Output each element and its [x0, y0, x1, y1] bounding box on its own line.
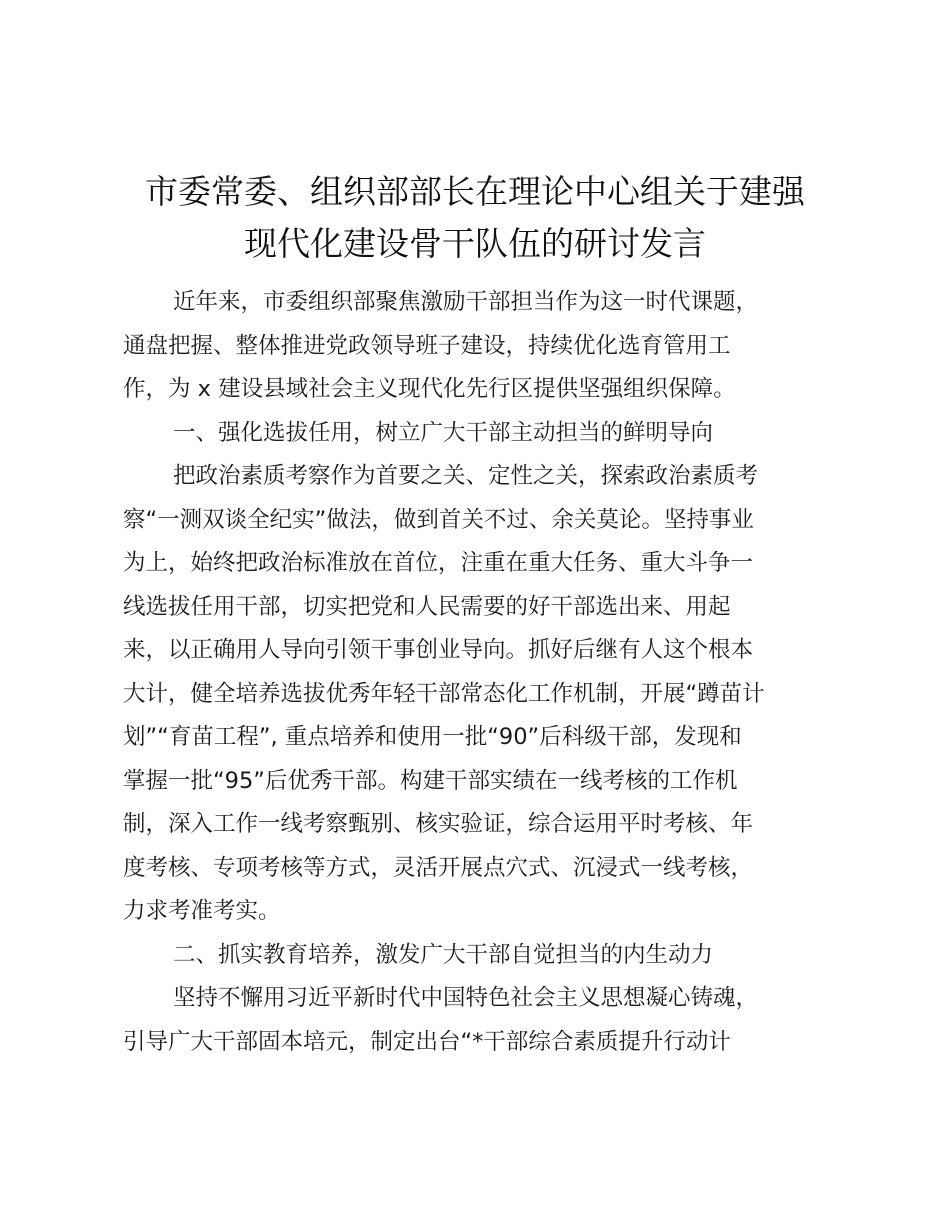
body-line: 为上，始终把政治标准放在首位，注重在重大任务、重大斗争一	[123, 550, 754, 576]
body-line: 坚持不懈用习近平新时代中国特色社会主义思想凝心铸魂，	[173, 985, 759, 1011]
document-title	[120, 166, 830, 270]
body-line: 大计，健全培养选拔优秀年轻干部常态化工作机制，开展“蹲苗计	[123, 680, 765, 707]
body-line: 把政治素质考察作为首要之关、定性之关，探索政治素质考	[173, 463, 759, 489]
body-line: 作，为 x 建设县域社会主义现代化先行区提供坚强组织保障。	[123, 376, 736, 402]
body-line: 力求考准考实。	[123, 898, 281, 924]
section-heading-1: 一、强化选拔任用，树立广大干部主动担当的鲜明导向	[173, 419, 714, 446]
body-line: 来，以正确用人导向引领干事创业导向。抓好后继有人这个根本	[123, 637, 754, 663]
title-line-2: 现代化建设骨干队伍的研讨发言	[244, 224, 706, 263]
body-line: 近年来，市委组织部聚焦激励干部担当作为这一时代课题，	[173, 289, 759, 315]
body-line: 引导广大干部固本培元，制定出台“*干部综合素质提升行动计	[123, 1028, 731, 1055]
body-line: 划”“育苗工程”, 重点培养和使用一批“90”后科级干部，发现和	[123, 724, 742, 750]
body-line: 度考核、专项考核等方式，灵活开展点穴式、沉浸式一线考核，	[123, 854, 754, 881]
body-line: 通盘把握、整体推进党政领导班子建设，持续优化选育管用工	[123, 332, 731, 359]
document-body	[123, 281, 835, 1064]
title-line-1: 市委常委、组织部部长在理论中心组关于建强	[145, 172, 805, 211]
body-line: 察“一测双谈全纪实”做法，做到首关不过、余关莫论。坚持事业	[123, 506, 754, 533]
section-heading-2: 二、抓实教育培养，激发广大干部自觉担当的内生动力	[173, 941, 714, 968]
body-line: 线选拔任用干部，切实把党和人民需要的好干部选出来、用起	[123, 593, 731, 620]
body-line: 掌握一批“95”后优秀干部。构建干部实绩在一线考核的工作机	[123, 767, 738, 794]
body-line: 制，深入工作一线考察甄别、核实验证，综合运用平时考核、年	[123, 811, 754, 837]
